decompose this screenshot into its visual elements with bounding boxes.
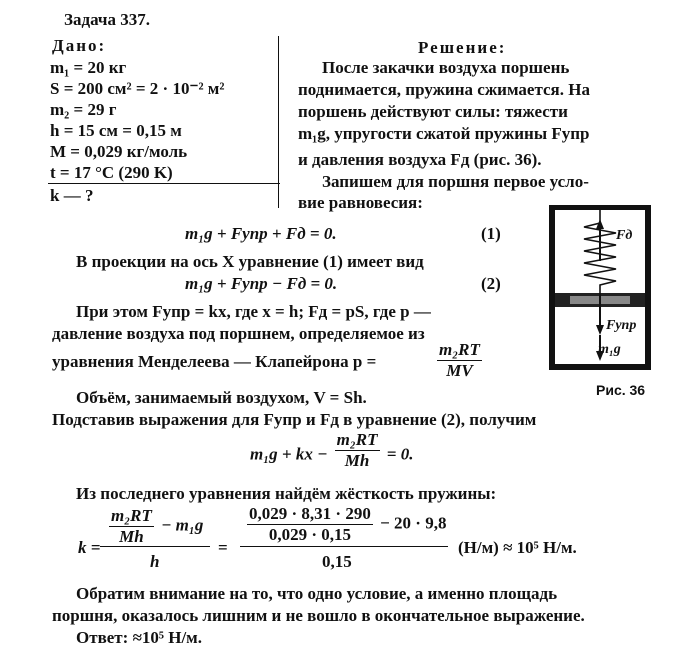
given-line: S = 200 см² = 2 · 10⁻² м² xyxy=(50,79,225,98)
figure-caption: Рис. 36 xyxy=(596,382,646,398)
solution-text: В проекции на ось X уравнение (1) имеет вид xyxy=(76,252,424,271)
answer xyxy=(76,628,202,648)
equation-3-den: Mh xyxy=(344,451,370,470)
equation-3 xyxy=(250,430,414,471)
given-line: M = 0,029 кг/моль xyxy=(50,142,188,161)
solution-text: давление воздуха под поршнем, определяемое из xyxy=(52,324,425,343)
solution-header: Решение: xyxy=(418,38,507,57)
eq4-inner-num: m₂RT xyxy=(111,506,152,525)
solution-text: поршня, оказалось лишним и не вошло в окончательное выражение. xyxy=(52,606,585,625)
eq4-equals: = xyxy=(218,538,228,557)
solution-text: Объём, занимаемый воздухом, V = Sh. xyxy=(76,388,367,407)
figure-label-fupr: Fупр xyxy=(606,318,637,333)
equation-3-left: m₁g + kx − xyxy=(250,444,328,464)
equation-1-number: (1) xyxy=(481,224,501,243)
figure-label-fd: Fд xyxy=(616,228,633,243)
eq4-num-minus: − 20 · 9,8 xyxy=(380,513,447,533)
solution-text: Обратим внимание на то, что одно условие, а именно площадь xyxy=(76,584,558,603)
equation-1: m₁g + Fупр + Fд = 0. xyxy=(185,224,337,243)
solution-text: Запишем для поршня первое усло- xyxy=(322,172,589,191)
answer-label: Ответ: xyxy=(76,628,129,647)
equation-4-k: k = xyxy=(78,538,101,557)
given-line: h = 15 см = 0,15 м xyxy=(50,121,182,140)
find-line: k — ? xyxy=(50,186,94,205)
given-divider xyxy=(48,183,280,184)
solution-text: При этом Fупр = kx, где x = h; Fд = pS, где p — xyxy=(76,302,431,321)
figure-label-mg: m₁g xyxy=(598,342,621,357)
eq4-num-den: 0,029 · 0,15 xyxy=(268,525,351,544)
solution-text: поднимается, пружина сжимается. На xyxy=(298,80,590,99)
given-line: m₁ = 20 кг xyxy=(50,58,127,77)
eq4-minus: − m₁g xyxy=(161,515,204,535)
equation-3-right: = 0. xyxy=(386,444,414,464)
eq4-right-fraction xyxy=(244,504,446,545)
eq4-result: (Н/м) ≈ 10⁵ Н/м. xyxy=(458,538,577,557)
mk-fraction-num: m₂RT xyxy=(439,340,480,359)
eq4-left-fraction-bar xyxy=(100,546,210,547)
equation-2: m₁g + Fупр − Fд = 0. xyxy=(185,274,338,293)
eq4-den-val: 0,15 xyxy=(322,552,352,571)
given-vertical-divider xyxy=(278,36,279,208)
equation-2-number: (2) xyxy=(481,274,501,293)
given-line: t = 17 °C (290 K) xyxy=(50,163,173,182)
mk-fraction xyxy=(434,340,485,381)
solution-text: и давления воздуха Fд (рис. 36). xyxy=(298,150,542,169)
solution-text: Из последнего уравнения найдём жёсткость пружины: xyxy=(76,484,497,503)
solution-text: m₁g, упругости сжатой пружины Fупр xyxy=(298,124,590,143)
solution-text: Подставив выражения для Fупр и Fд в уравнение (2), получим xyxy=(52,410,537,429)
equation-3-num: m₂RT xyxy=(336,430,378,449)
given-line: m₂ = 29 г xyxy=(50,100,117,119)
solution-text: После закачки воздуха поршень xyxy=(322,58,570,77)
given-header: Дано: xyxy=(52,36,107,55)
answer-value: ≈10⁵ Н/м. xyxy=(132,628,203,647)
mk-fraction-den: MV xyxy=(446,361,473,380)
eq4-inner-den: Mh xyxy=(119,527,144,546)
equation-4-left-fraction xyxy=(106,506,203,547)
problem-title: Задача 337. xyxy=(64,10,150,29)
eq4-right-fraction-bar xyxy=(240,546,448,547)
eq4-num-big: 0,029 · 8,31 · 290 xyxy=(249,504,371,523)
figure-36 xyxy=(540,205,660,385)
eq4-outer-den: h xyxy=(150,552,160,571)
solution-text: вие равновесия: xyxy=(298,193,423,212)
solution-text: уравнения Менделеева — Клапейрона p = xyxy=(52,352,377,371)
solution-text: поршень действуют силы: тяжести xyxy=(298,102,568,121)
